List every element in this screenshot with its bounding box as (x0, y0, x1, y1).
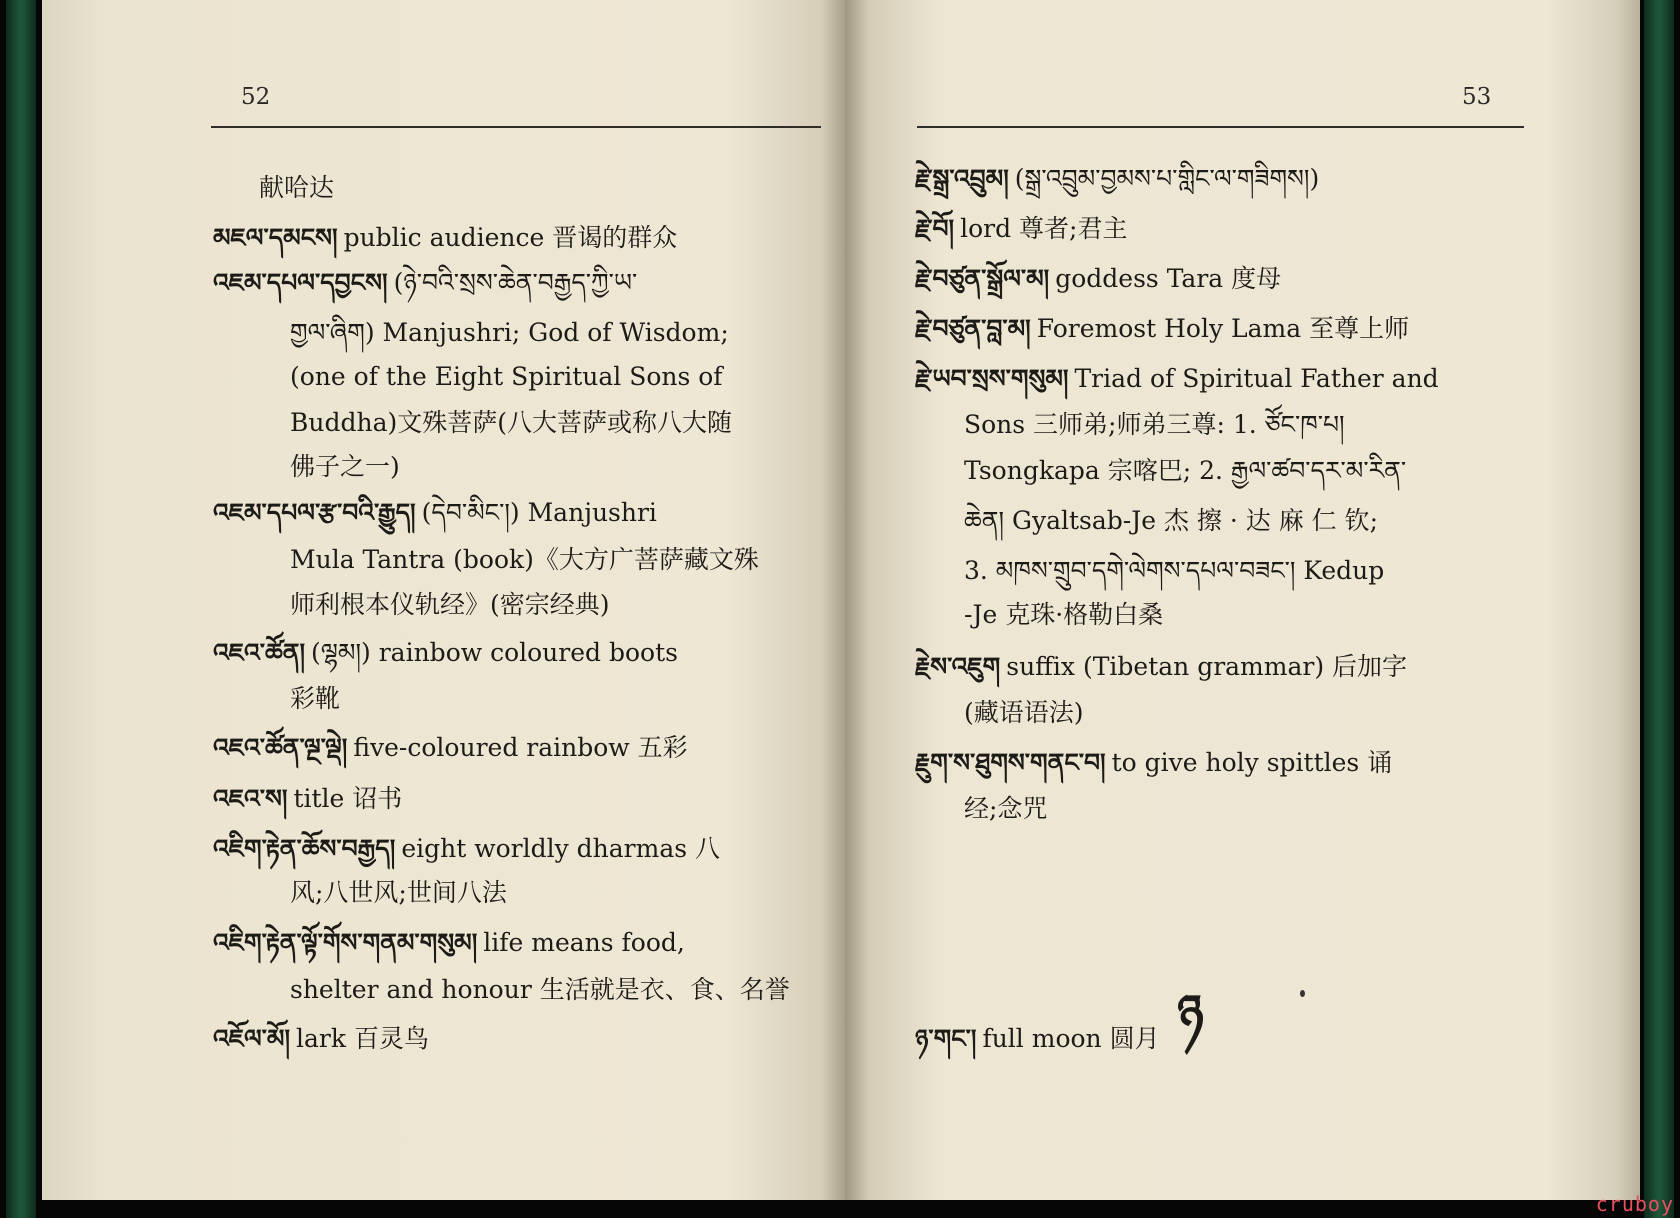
definition-text: lark 百灵鸟 (296, 1024, 429, 1053)
definition-text: Foremost Holy Lama 至尊上师 (1036, 314, 1410, 343)
dictionary-line (290, 975, 790, 1005)
definition-text: to give holy spittles 诵 (1111, 748, 1393, 777)
right-page (845, 0, 1640, 1200)
definition-text: public audience 晋谒的群众 (343, 223, 678, 252)
dictionary-line (213, 1024, 429, 1054)
dictionary-line (213, 638, 678, 668)
dictionary-line (964, 506, 1378, 536)
dictionary-line (915, 652, 1407, 682)
headword-tibetan: འཇའ་ཚོན་ལྔ་ལྡེ། (213, 733, 348, 762)
definition-text: life means food, (483, 928, 685, 957)
dictionary-line (915, 214, 1127, 244)
dictionary-line (915, 748, 1392, 778)
definition-text: Mula Tantra (book)《大方广菩萨藏文殊 (290, 545, 759, 574)
definition-text: 师利根本仪轨经》(密宗经典) (290, 590, 610, 619)
definition-text: Triad of Spiritual Father and (1074, 364, 1439, 393)
headword-tibetan: རྗེ་ཡབ་སྲས་གསུམ། (915, 364, 1069, 393)
dictionary-line (213, 498, 657, 528)
definition-text: suffix (Tibetan grammar) 后加字 (1006, 652, 1408, 681)
dictionary-line (290, 318, 729, 348)
definition-text: 献哈达 (259, 173, 335, 202)
headword-tibetan: རྗེ་བཙུན་སྒྲོལ་མ། (915, 264, 1050, 293)
right-entries (845, 0, 1640, 1200)
dictionary-line (290, 878, 507, 908)
headword-tibetan: འཇའ་ས། (213, 784, 288, 813)
definition-text: -Je 克珠·格勒白桑 (964, 600, 1164, 629)
dictionary-line (964, 600, 1163, 630)
dictionary-line (964, 456, 1406, 486)
headword-tibetan: འཇོལ་མོ། (213, 1024, 291, 1053)
dictionary-line (964, 556, 1384, 586)
definition-text: eight worldly dharmas 八 (401, 834, 721, 863)
definition-text: 风;八世风;世间八法 (290, 878, 507, 907)
definition-text: (དེབ་མིང་།) Manjushri (421, 498, 657, 527)
dictionary-line (915, 164, 1319, 194)
headword-tibetan: འཇིག་རྟེན་ཆོས་བརྒྱད། (213, 834, 396, 863)
definition-text: goddess Tara 度母 (1055, 264, 1282, 293)
dictionary-line (213, 784, 402, 814)
left-entries (42, 0, 845, 1200)
definition-text: shelter and honour 生活就是衣、食、名誉 (290, 975, 790, 1004)
section-dot (1300, 990, 1305, 997)
dictionary-line (915, 264, 1281, 294)
headword-tibetan: འཇམ་དཔལ་དབྱངས། (213, 268, 388, 297)
definition-text: ཆེན། Gyaltsab-Je 杰 擦 · 达 麻 仁 钦; (964, 506, 1379, 535)
dictionary-line (213, 223, 677, 253)
dictionary-line (915, 364, 1439, 394)
headword-tibetan: ཉ་གང་། (915, 1024, 977, 1053)
definition-text: lord 尊者;君主 (960, 214, 1128, 243)
dictionary-line (964, 794, 1047, 824)
definition-text: (སྒྲ་འབྲུམ་བྱམས་པ་གླིང་ལ་གཟིགས།) (1014, 164, 1320, 193)
dictionary-line (213, 834, 720, 864)
headword-tibetan: རྗེ་བཙུན་བླ་མ། (915, 314, 1031, 343)
section-letter: ཉ (1177, 984, 1204, 1042)
definition-text: (ལྷམ།) rainbow coloured boots (311, 638, 678, 667)
page-number-right: 53 (1462, 84, 1492, 110)
definition-text: Buddha)文殊菩萨(八大菩萨或称八大随 (290, 408, 732, 437)
definition-text: གྱལ་ཞིག) Manjushri; God of Wisdom; (290, 318, 729, 347)
definition-text: five-coloured rainbow 五彩 (353, 733, 688, 762)
dictionary-line (915, 1024, 1160, 1054)
dictionary-line (290, 452, 400, 482)
headword-tibetan: རྗེ་བོ། (915, 214, 955, 243)
definition-text: 彩靴 (290, 684, 341, 713)
dictionary-line (915, 314, 1409, 344)
headword-tibetan: མཇལ་དམངས། (213, 223, 338, 252)
definition-text: (one of the Eight Spiritual Sons of (290, 362, 723, 391)
headword-tibetan: འཇིག་རྟེན་ལྟོ་གོས་གནམ་གསུམ། (213, 928, 478, 957)
headword-tibetan: རྗུག་ས་ཐུགས་གནང་བ། (915, 748, 1106, 777)
dictionary-line (213, 268, 637, 298)
dictionary-line (964, 698, 1084, 728)
dictionary-line (213, 733, 688, 763)
definition-text: (ཉེ་བའི་སྲས་ཆེན་བརྒྱད་ཀྱི་ཡ་ (393, 268, 638, 297)
definition-text: 3. མཁས་གྲུབ་དགེ་ལེགས་དཔལ་བཟང་། Kedup (964, 556, 1385, 585)
headword-tibetan: འཇའ་ཚོན། (213, 638, 306, 667)
dictionary-line (290, 590, 610, 620)
dictionary-line (290, 545, 759, 575)
definition-text: Tsongkapa 宗喀巴; 2. རྒྱལ་ཚབ་དར་མ་རིན་ (964, 456, 1407, 485)
dictionary-line (290, 684, 340, 714)
book-edge-right (1644, 0, 1674, 1218)
page-number-left: 52 (241, 84, 271, 110)
definition-text: Sons 三师弟;师弟三尊: 1. ཙོང་ཁ་པ། (964, 410, 1345, 439)
dictionary-line (290, 408, 732, 438)
dictionary-line (259, 173, 334, 203)
left-page (42, 0, 845, 1200)
definition-text: (藏语语法) (964, 698, 1084, 727)
definition-text: 佛子之一) (290, 452, 400, 481)
dictionary-line (290, 362, 723, 392)
definition-text: title 诏书 (293, 784, 403, 813)
headword-tibetan: རྗེས་འཇུག (915, 652, 1001, 681)
watermark: cruboy (1595, 1192, 1674, 1216)
book-edge-left (6, 0, 36, 1218)
headword-tibetan: འཇམ་དཔལ་རྩ་བའི་རྒྱུད། (213, 498, 416, 527)
definition-text: 经;念咒 (964, 794, 1048, 823)
headword-tibetan: རྗེ་སྒྲ་འབྲུམ། (915, 164, 1009, 193)
dictionary-line (964, 410, 1345, 440)
dictionary-line (213, 928, 685, 958)
definition-text: full moon 圆月 (982, 1024, 1160, 1053)
